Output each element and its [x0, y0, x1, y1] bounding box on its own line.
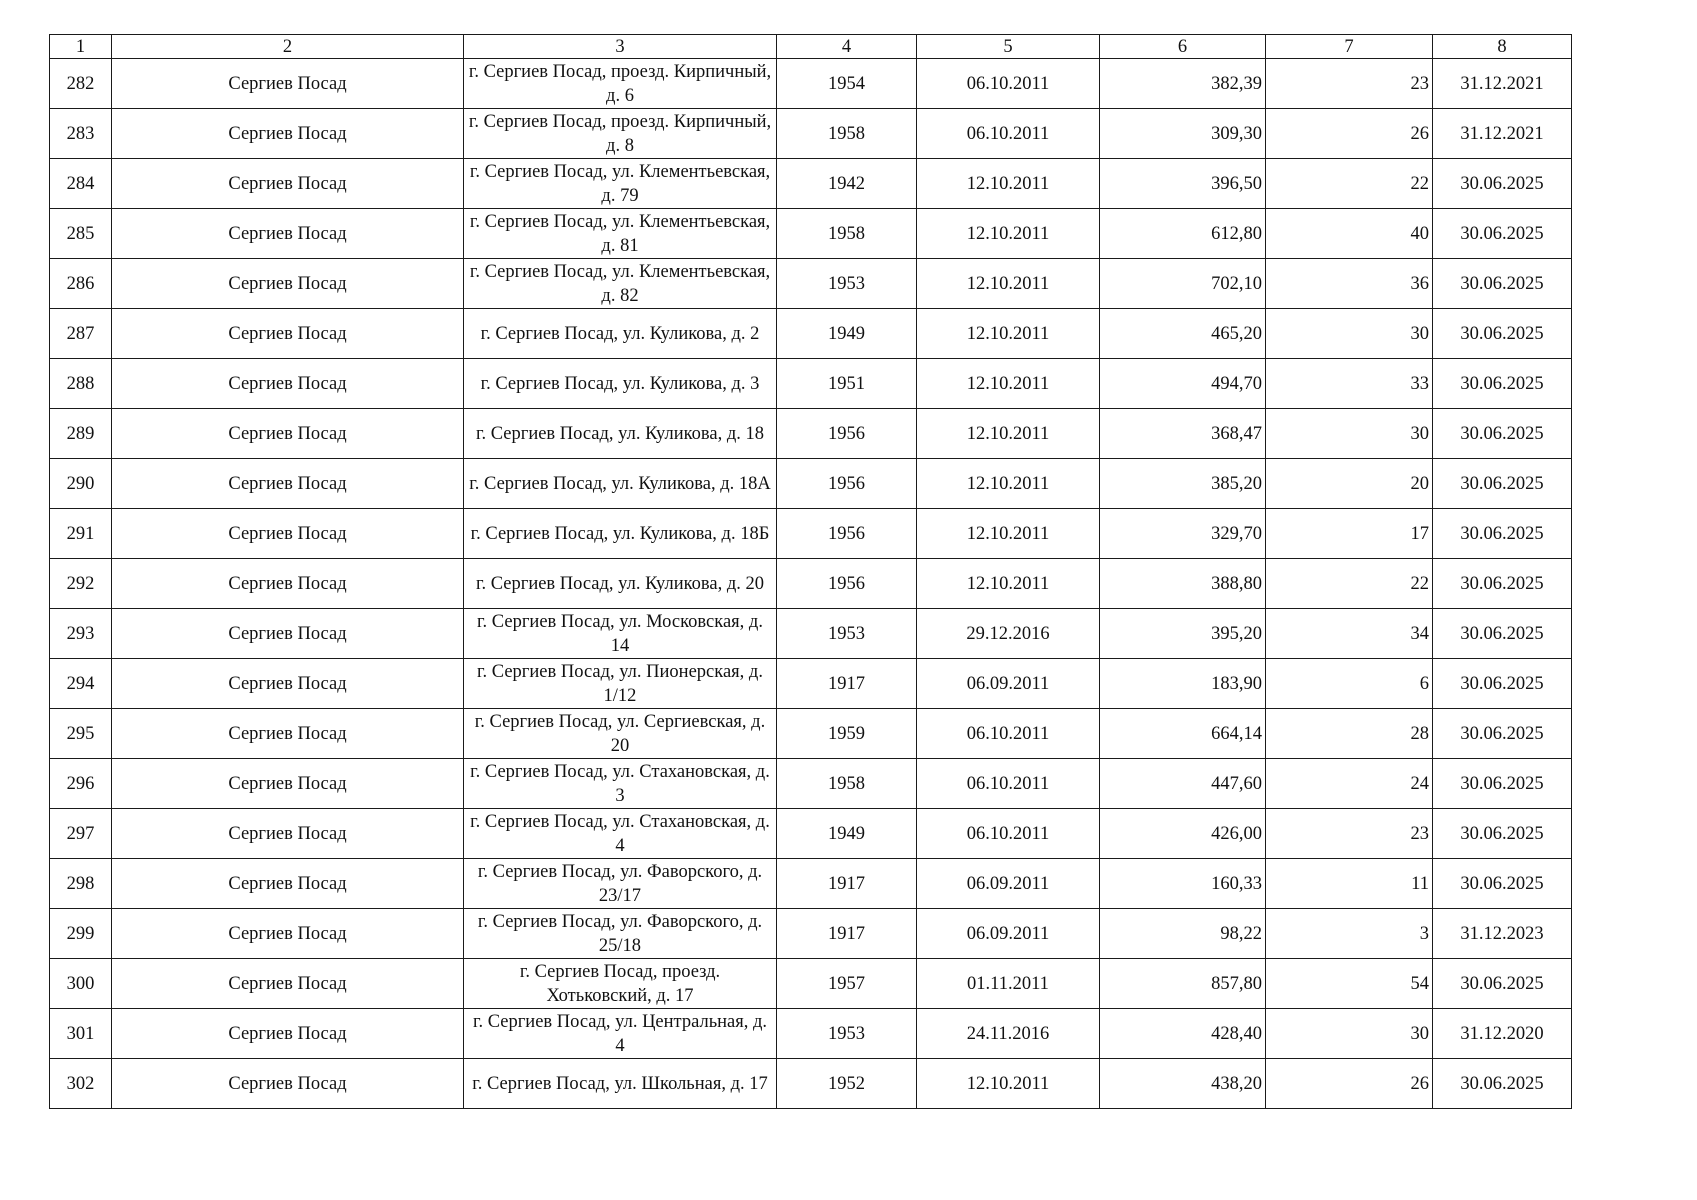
- year-built-cell: 1917: [777, 909, 917, 959]
- area-cell: 494,70: [1100, 359, 1266, 409]
- housing-register-table: [49, 34, 1572, 1109]
- table-row: [50, 609, 1572, 659]
- area-cell: 329,70: [1100, 509, 1266, 559]
- year-built-cell: 1917: [777, 859, 917, 909]
- deadline-date-cell: 30.06.2025: [1433, 809, 1572, 859]
- area-cell: 465,20: [1100, 309, 1266, 359]
- row-number-cell: 295: [50, 709, 112, 759]
- year-built-cell: 1958: [777, 759, 917, 809]
- deadline-date-cell: 31.12.2023: [1433, 909, 1572, 959]
- address-cell: г. Сергиев Посад, ул. Пионерская, д. 1/12: [464, 659, 777, 709]
- settlement-cell: Сергиев Посад: [112, 59, 464, 109]
- settlement-cell: Сергиев Посад: [112, 309, 464, 359]
- area-cell: 428,40: [1100, 1009, 1266, 1059]
- table-row: [50, 109, 1572, 159]
- table-row: [50, 759, 1572, 809]
- residents-count-cell: 17: [1266, 509, 1433, 559]
- column-header: 8: [1433, 35, 1572, 59]
- deadline-date-cell: 30.06.2025: [1433, 759, 1572, 809]
- settlement-cell: Сергиев Посад: [112, 909, 464, 959]
- year-built-cell: 1942: [777, 159, 917, 209]
- table-row: [50, 559, 1572, 609]
- address-cell: г. Сергиев Посад, ул. Клементьевская, д. 79: [464, 159, 777, 209]
- column-header: 3: [464, 35, 777, 59]
- deadline-date-cell: 30.06.2025: [1433, 359, 1572, 409]
- residents-count-cell: 23: [1266, 59, 1433, 109]
- table-row: [50, 159, 1572, 209]
- year-built-cell: 1958: [777, 209, 917, 259]
- address-cell: г. Сергиев Посад, ул. Клементьевская, д. 81: [464, 209, 777, 259]
- area-cell: 388,80: [1100, 559, 1266, 609]
- residents-count-cell: 30: [1266, 1009, 1433, 1059]
- row-number-cell: 288: [50, 359, 112, 409]
- address-cell: г. Сергиев Посад, ул. Стахановская, д. 3: [464, 759, 777, 809]
- address-cell: г. Сергиев Посад, ул. Сергиевская, д. 20: [464, 709, 777, 759]
- address-cell: г. Сергиев Посад, ул. Куликова, д. 18: [464, 409, 777, 459]
- deadline-date-cell: 30.06.2025: [1433, 259, 1572, 309]
- date-cell: 06.09.2011: [917, 859, 1100, 909]
- settlement-cell: Сергиев Посад: [112, 859, 464, 909]
- table-row: [50, 359, 1572, 409]
- residents-count-cell: 11: [1266, 859, 1433, 909]
- area-cell: 702,10: [1100, 259, 1266, 309]
- row-number-cell: 301: [50, 1009, 112, 1059]
- area-cell: 98,22: [1100, 909, 1266, 959]
- area-cell: 160,33: [1100, 859, 1266, 909]
- row-number-cell: 294: [50, 659, 112, 709]
- table-row: [50, 209, 1572, 259]
- settlement-cell: Сергиев Посад: [112, 509, 464, 559]
- settlement-cell: Сергиев Посад: [112, 409, 464, 459]
- year-built-cell: 1949: [777, 309, 917, 359]
- date-cell: 12.10.2011: [917, 409, 1100, 459]
- date-cell: 06.10.2011: [917, 709, 1100, 759]
- area-cell: 385,20: [1100, 459, 1266, 509]
- row-number-cell: 302: [50, 1059, 112, 1109]
- area-cell: 447,60: [1100, 759, 1266, 809]
- date-cell: 12.10.2011: [917, 559, 1100, 609]
- row-number-cell: 287: [50, 309, 112, 359]
- row-number-cell: 298: [50, 859, 112, 909]
- date-cell: 06.10.2011: [917, 59, 1100, 109]
- housing-register-table-wrapper: [49, 34, 1572, 1109]
- column-header: 2: [112, 35, 464, 59]
- address-cell: г. Сергиев Посад, ул. Куликова, д. 18А: [464, 459, 777, 509]
- settlement-cell: Сергиев Посад: [112, 809, 464, 859]
- settlement-cell: Сергиев Посад: [112, 759, 464, 809]
- year-built-cell: 1956: [777, 409, 917, 459]
- row-number-cell: 296: [50, 759, 112, 809]
- deadline-date-cell: 31.12.2021: [1433, 59, 1572, 109]
- settlement-cell: Сергиев Посад: [112, 609, 464, 659]
- residents-count-cell: 36: [1266, 259, 1433, 309]
- row-number-cell: 283: [50, 109, 112, 159]
- area-cell: 368,47: [1100, 409, 1266, 459]
- deadline-date-cell: 30.06.2025: [1433, 309, 1572, 359]
- row-number-cell: 289: [50, 409, 112, 459]
- area-cell: 382,39: [1100, 59, 1266, 109]
- residents-count-cell: 20: [1266, 459, 1433, 509]
- year-built-cell: 1958: [777, 109, 917, 159]
- area-cell: 426,00: [1100, 809, 1266, 859]
- settlement-cell: Сергиев Посад: [112, 259, 464, 309]
- address-cell: г. Сергиев Посад, ул. Московская, д. 14: [464, 609, 777, 659]
- address-cell: г. Сергиев Посад, проезд. Хотьковский, д. 17: [464, 959, 777, 1009]
- settlement-cell: Сергиев Посад: [112, 459, 464, 509]
- table-row: [50, 809, 1572, 859]
- year-built-cell: 1953: [777, 259, 917, 309]
- residents-count-cell: 28: [1266, 709, 1433, 759]
- row-number-cell: 290: [50, 459, 112, 509]
- deadline-date-cell: 30.06.2025: [1433, 409, 1572, 459]
- year-built-cell: 1949: [777, 809, 917, 859]
- residents-count-cell: 24: [1266, 759, 1433, 809]
- deadline-date-cell: 31.12.2021: [1433, 109, 1572, 159]
- year-built-cell: 1956: [777, 459, 917, 509]
- area-cell: 857,80: [1100, 959, 1266, 1009]
- row-number-cell: 293: [50, 609, 112, 659]
- area-cell: 664,14: [1100, 709, 1266, 759]
- row-number-cell: 291: [50, 509, 112, 559]
- residents-count-cell: 40: [1266, 209, 1433, 259]
- area-cell: 438,20: [1100, 1059, 1266, 1109]
- table-row: [50, 509, 1572, 559]
- row-number-cell: 300: [50, 959, 112, 1009]
- deadline-date-cell: 30.06.2025: [1433, 709, 1572, 759]
- settlement-cell: Сергиев Посад: [112, 959, 464, 1009]
- address-cell: г. Сергиев Посад, ул. Центральная, д. 4: [464, 1009, 777, 1059]
- row-number-cell: 299: [50, 909, 112, 959]
- residents-count-cell: 26: [1266, 109, 1433, 159]
- deadline-date-cell: 30.06.2025: [1433, 459, 1572, 509]
- date-cell: 12.10.2011: [917, 209, 1100, 259]
- table-row: [50, 309, 1572, 359]
- deadline-date-cell: 30.06.2025: [1433, 159, 1572, 209]
- year-built-cell: 1954: [777, 59, 917, 109]
- residents-count-cell: 22: [1266, 159, 1433, 209]
- residents-count-cell: 30: [1266, 409, 1433, 459]
- address-cell: г. Сергиев Посад, ул. Фаворского, д. 23/17: [464, 859, 777, 909]
- deadline-date-cell: 31.12.2020: [1433, 1009, 1572, 1059]
- residents-count-cell: 23: [1266, 809, 1433, 859]
- year-built-cell: 1953: [777, 1009, 917, 1059]
- year-built-cell: 1951: [777, 359, 917, 409]
- area-cell: 612,80: [1100, 209, 1266, 259]
- row-number-cell: 292: [50, 559, 112, 609]
- row-number-cell: 285: [50, 209, 112, 259]
- address-cell: г. Сергиев Посад, ул. Куликова, д. 20: [464, 559, 777, 609]
- table-row: [50, 709, 1572, 759]
- table-body: [50, 59, 1572, 1109]
- table-row: [50, 859, 1572, 909]
- date-cell: 12.10.2011: [917, 159, 1100, 209]
- year-built-cell: 1959: [777, 709, 917, 759]
- date-cell: 01.11.2011: [917, 959, 1100, 1009]
- settlement-cell: Сергиев Посад: [112, 209, 464, 259]
- address-cell: г. Сергиев Посад, ул. Куликова, д. 3: [464, 359, 777, 409]
- table-row: [50, 1009, 1572, 1059]
- column-header: 4: [777, 35, 917, 59]
- address-cell: г. Сергиев Посад, ул. Школьная, д. 17: [464, 1059, 777, 1109]
- column-header: 7: [1266, 35, 1433, 59]
- deadline-date-cell: 30.06.2025: [1433, 509, 1572, 559]
- column-header: 6: [1100, 35, 1266, 59]
- table-row: [50, 259, 1572, 309]
- deadline-date-cell: 30.06.2025: [1433, 1059, 1572, 1109]
- residents-count-cell: 30: [1266, 309, 1433, 359]
- row-number-cell: 286: [50, 259, 112, 309]
- date-cell: 06.10.2011: [917, 809, 1100, 859]
- date-cell: 24.11.2016: [917, 1009, 1100, 1059]
- year-built-cell: 1952: [777, 1059, 917, 1109]
- row-number-cell: 284: [50, 159, 112, 209]
- address-cell: г. Сергиев Посад, ул. Куликова, д. 2: [464, 309, 777, 359]
- date-cell: 12.10.2011: [917, 359, 1100, 409]
- settlement-cell: Сергиев Посад: [112, 1059, 464, 1109]
- date-cell: 06.09.2011: [917, 909, 1100, 959]
- table-row: [50, 409, 1572, 459]
- table-row: [50, 459, 1572, 509]
- date-cell: 29.12.2016: [917, 609, 1100, 659]
- deadline-date-cell: 30.06.2025: [1433, 209, 1572, 259]
- column-header: 1: [50, 35, 112, 59]
- date-cell: 06.09.2011: [917, 659, 1100, 709]
- residents-count-cell: 6: [1266, 659, 1433, 709]
- deadline-date-cell: 30.06.2025: [1433, 959, 1572, 1009]
- residents-count-cell: 22: [1266, 559, 1433, 609]
- date-cell: 12.10.2011: [917, 259, 1100, 309]
- address-cell: г. Сергиев Посад, ул. Куликова, д. 18Б: [464, 509, 777, 559]
- address-cell: г. Сергиев Посад, проезд. Кирпичный, д. 8: [464, 109, 777, 159]
- table-row: [50, 1059, 1572, 1109]
- row-number-cell: 297: [50, 809, 112, 859]
- year-built-cell: 1957: [777, 959, 917, 1009]
- address-cell: г. Сергиев Посад, проезд. Кирпичный, д. 6: [464, 59, 777, 109]
- deadline-date-cell: 30.06.2025: [1433, 609, 1572, 659]
- column-header: 5: [917, 35, 1100, 59]
- table-row: [50, 59, 1572, 109]
- row-number-cell: 282: [50, 59, 112, 109]
- area-cell: 309,30: [1100, 109, 1266, 159]
- table-row: [50, 959, 1572, 1009]
- deadline-date-cell: 30.06.2025: [1433, 859, 1572, 909]
- date-cell: 12.10.2011: [917, 509, 1100, 559]
- year-built-cell: 1956: [777, 509, 917, 559]
- address-cell: г. Сергиев Посад, ул. Стахановская, д. 4: [464, 809, 777, 859]
- table-row: [50, 659, 1572, 709]
- settlement-cell: Сергиев Посад: [112, 559, 464, 609]
- date-cell: 12.10.2011: [917, 309, 1100, 359]
- settlement-cell: Сергиев Посад: [112, 709, 464, 759]
- date-cell: 12.10.2011: [917, 1059, 1100, 1109]
- date-cell: 06.10.2011: [917, 109, 1100, 159]
- column-number-header-row: [50, 35, 1572, 59]
- year-built-cell: 1917: [777, 659, 917, 709]
- residents-count-cell: 33: [1266, 359, 1433, 409]
- area-cell: 396,50: [1100, 159, 1266, 209]
- deadline-date-cell: 30.06.2025: [1433, 559, 1572, 609]
- settlement-cell: Сергиев Посад: [112, 659, 464, 709]
- residents-count-cell: 54: [1266, 959, 1433, 1009]
- residents-count-cell: 3: [1266, 909, 1433, 959]
- address-cell: г. Сергиев Посад, ул. Фаворского, д. 25/18: [464, 909, 777, 959]
- deadline-date-cell: 30.06.2025: [1433, 659, 1572, 709]
- settlement-cell: Сергиев Посад: [112, 359, 464, 409]
- settlement-cell: Сергиев Посад: [112, 1009, 464, 1059]
- settlement-cell: Сергиев Посад: [112, 159, 464, 209]
- year-built-cell: 1956: [777, 559, 917, 609]
- date-cell: 12.10.2011: [917, 459, 1100, 509]
- residents-count-cell: 34: [1266, 609, 1433, 659]
- area-cell: 183,90: [1100, 659, 1266, 709]
- table-row: [50, 909, 1572, 959]
- settlement-cell: Сергиев Посад: [112, 109, 464, 159]
- area-cell: 395,20: [1100, 609, 1266, 659]
- year-built-cell: 1953: [777, 609, 917, 659]
- address-cell: г. Сергиев Посад, ул. Клементьевская, д. 82: [464, 259, 777, 309]
- date-cell: 06.10.2011: [917, 759, 1100, 809]
- residents-count-cell: 26: [1266, 1059, 1433, 1109]
